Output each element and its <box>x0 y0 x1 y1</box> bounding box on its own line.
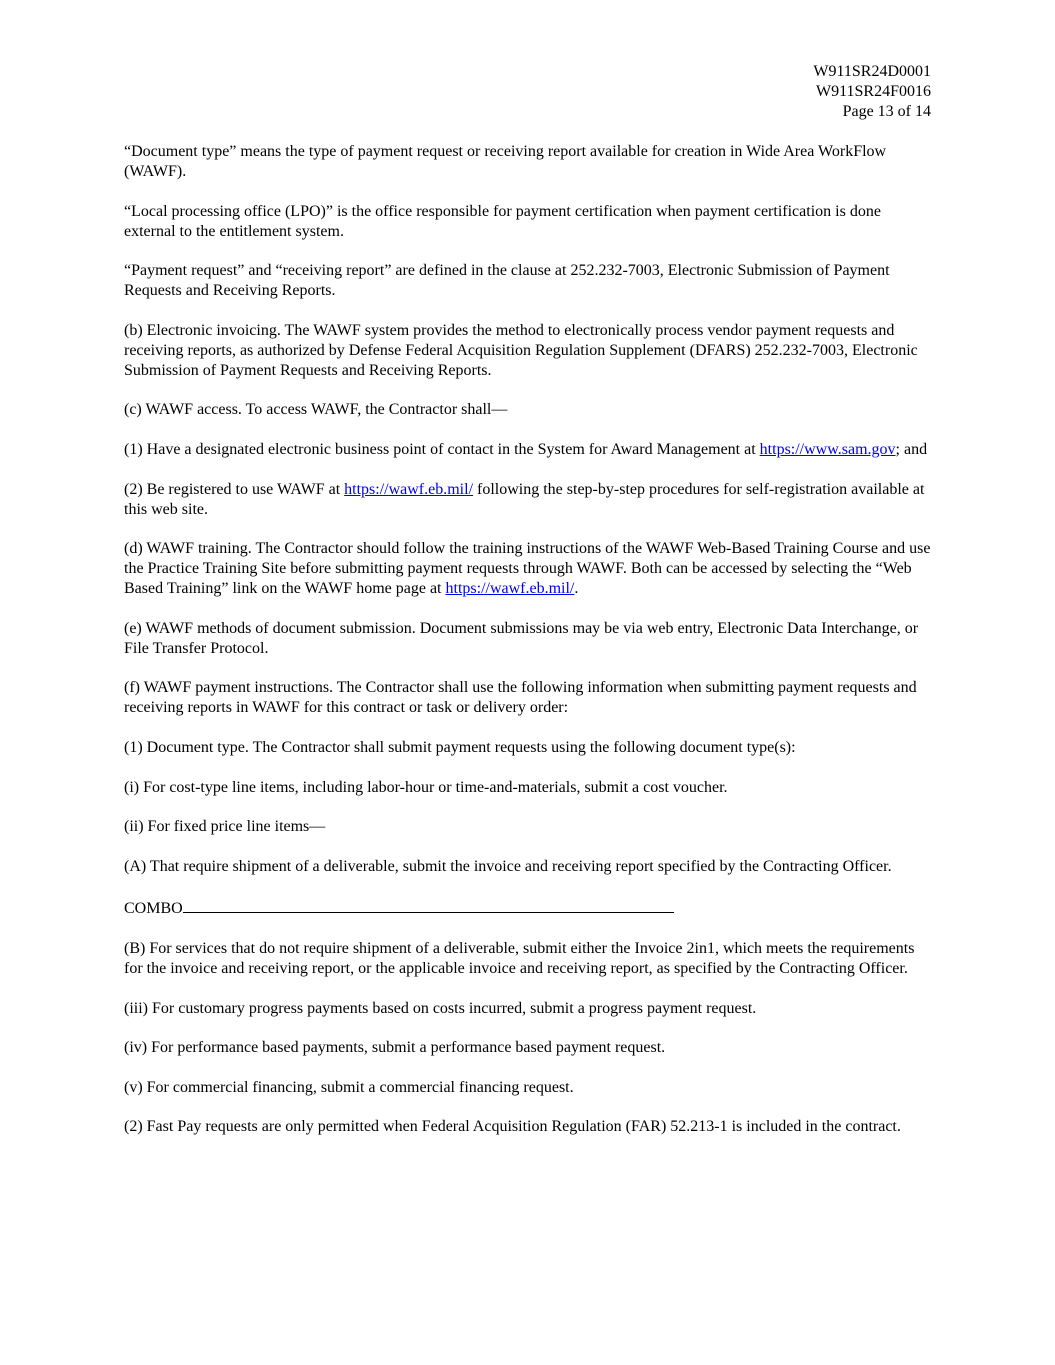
item-1-document-type: (1) Document type. The Contractor shall submit payment requests using the following document type(s): <box>124 738 796 756</box>
section-c-wawf-access: (c) WAWF access. To access WAWF, the Contractor shall— <box>124 401 508 419</box>
order-number: W911SR24F0016 <box>816 83 931 100</box>
item-iii-progress-payments: (iii) For customary progress payments based on costs incurred, submit a progress payment request. <box>124 999 757 1017</box>
sam-gov-link[interactable]: https://www.sam.gov <box>759 440 896 458</box>
section-b-electronic-invoicing: (b) Electronic invoicing. The WAWF system provides the method to electronically process vendor payment requests and receiving reports, as authorized by Defense Federal Acquisition Regulation Supplement (DFARS) 252.232-7003, Electronic Submission of Payment Requests and Receiving Reports. <box>124 321 918 379</box>
wawf-home-link[interactable]: https://wawf.eb.mil/ <box>445 580 575 598</box>
item-2-fast-pay: (2) Fast Pay requests are only permitted when Federal Acquisition Regulation (FAR) 52.213-1 is included in the contract. <box>124 1118 901 1136</box>
document-type-value: COMBO <box>124 900 183 918</box>
section-d-tail: . <box>574 580 579 598</box>
page-header <box>813 62 931 122</box>
definition-payment-request: “Payment request” and “receiving report” are defined in the clause at 252.232-7003, Electronic Submission of Payment Requests and Receiving Reports. <box>124 262 890 300</box>
page-number: Page 13 of 14 <box>842 103 931 120</box>
fill-in-blank-line <box>183 896 674 913</box>
item-v-commercial-financing: (v) For commercial financing, submit a commercial financing request. <box>124 1078 574 1096</box>
wawf-register-link[interactable]: https://wawf.eb.mil/ <box>344 480 474 498</box>
item-2-wawf-register <box>124 480 934 520</box>
section-e-submission-methods: (e) WAWF methods of document submission. Document submissions may be via web entry, Electronic Data Interchange, or File Transfer Protocol. <box>124 619 919 657</box>
document-body <box>124 142 934 1157</box>
item-i-cost-type: (i) For cost-type line items, including labor-hour or time-and-materials, submit a cost voucher. <box>124 778 728 796</box>
item-iv-performance-payments: (iv) For performance based payments, submit a performance based payment request. <box>124 1039 666 1057</box>
item-ii-fixed-price: (ii) For fixed price line items— <box>124 818 326 836</box>
item-1-sam-contact <box>124 440 934 460</box>
item-b-services: (B) For services that do not require shipment of a deliverable, submit either the Invoice 2in1, which meets the requirements for the invoice and receiving report, or the applicable invoice and receiving report, as specified by the Contracting Officer. <box>124 939 915 977</box>
document-type-line <box>124 896 934 919</box>
definition-lpo: “Local processing office (LPO)” is the office responsible for payment certification when payment certification is done external to the entitlement system. <box>124 202 881 240</box>
section-f-payment-instructions: (f) WAWF payment instructions. The Contractor shall use the following information when submitting payment requests and receiving reports in WAWF for this contract or task or delivery order: <box>124 679 917 717</box>
item-2-text: (2) Be registered to use WAWF at <box>124 480 345 498</box>
item-2-tail: following the step-by-step procedures for self-registration available at this web site. <box>124 480 925 518</box>
item-a-shipment: (A) That require shipment of a deliverable, submit the invoice and receiving report specified by the Contracting Officer. <box>124 857 892 875</box>
section-d-text: (d) WAWF training. The Contractor should follow the training instructions of the WAWF Web-Based Training Course and use the Practice Training Site before submitting payment requests through WAWF. Both can be accessed by selecting the “Web Based Training” link on the WAWF home page at <box>124 540 931 598</box>
item-1-tail: ; and <box>895 440 928 458</box>
section-d-wawf-training <box>124 539 934 599</box>
item-1-text: (1) Have a designated electronic business point of contact in the System for Award Management at <box>124 440 760 458</box>
contract-number: W911SR24D0001 <box>813 63 931 80</box>
definition-document-type: “Document type” means the type of payment request or receiving report available for creation in Wide Area WorkFlow (WAWF). <box>124 143 887 180</box>
